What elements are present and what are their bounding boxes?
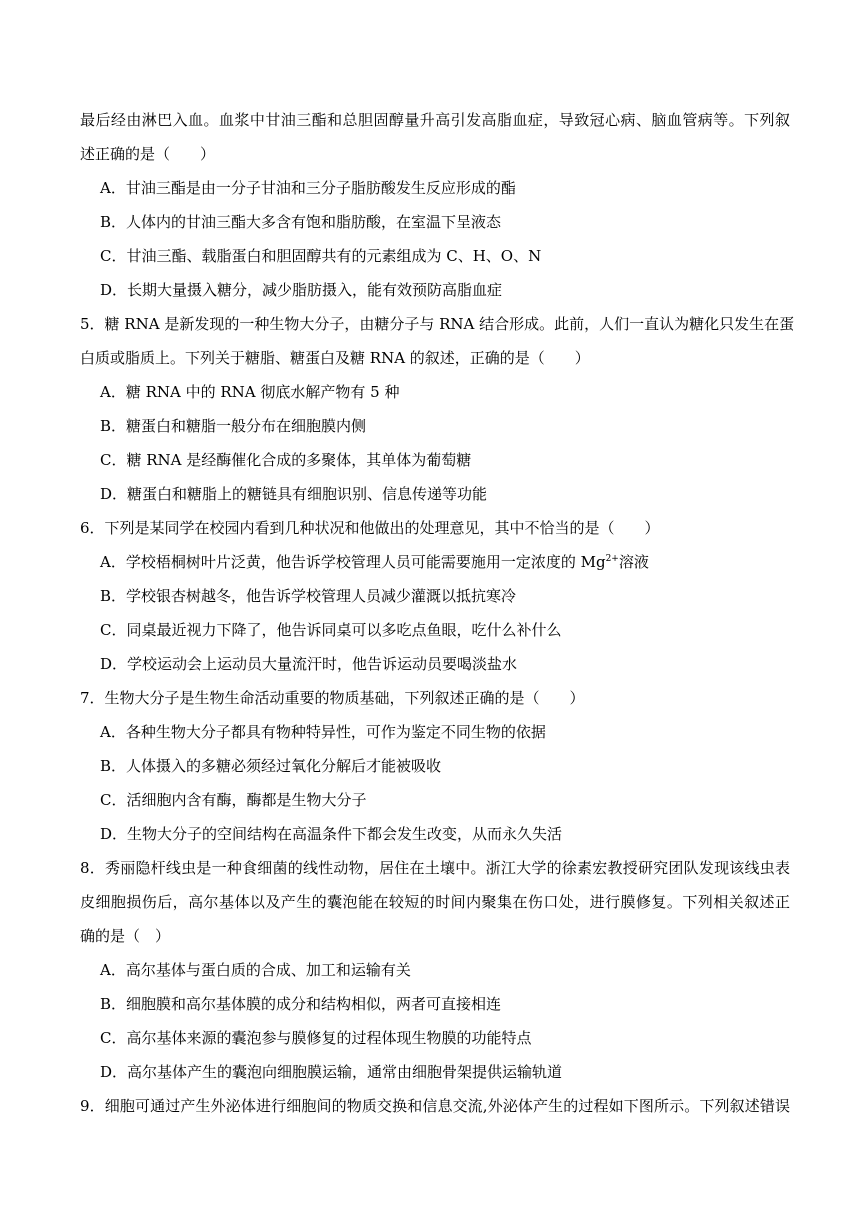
q4-stem-line-1: 最后经由淋巴入血。血浆中甘油三酯和总胆固醇量升高引发高脂血症，导致冠心病、脑血管病等。下列叙 (80, 111, 790, 129)
q8-option-b: B．细胞膜和高尔基体膜的成分和结构相似，两者可直接相连 (100, 995, 502, 1013)
q6-stem-line-1: 6．下列是某同学在校园内看到几种状况和他做出的处理意见，其中不恰当的是（ ） (80, 519, 660, 537)
q8-stem-line-3: 确的是（ ） (80, 927, 171, 945)
q8-option-d: D．高尔基体产生的囊泡向细胞膜运输，通常由细胞骨架提供运输轨道 (100, 1063, 563, 1081)
q4-option-b: B．人体内的甘油三酯大多含有饱和脂肪酸，在室温下呈液态 (100, 213, 502, 231)
q9-stem-line-1: 9．细胞可通过产生外泌体进行细胞间的物质交换和信息交流,外泌体产生的过程如下图所示。下列叙述错误 (80, 1097, 790, 1115)
q5-option-c: C．糖 RNA 是经酶催化合成的多聚体，其单体为葡萄糖 (100, 451, 472, 469)
q5-option-b: B．糖蛋白和糖脂一般分布在细胞膜内侧 (100, 417, 367, 435)
q6-option-c: C．同桌最近视力下降了，他告诉同桌可以多吃点鱼眼，吃什么补什么 (100, 621, 562, 639)
q4-stem-line-2: 述正确的是（ ） (80, 145, 216, 163)
q6-option-b: B．学校银杏树越冬，他告诉学校管理人员减少灌溉以抵抗寒冷 (100, 587, 517, 605)
q4-option-c: C．甘油三酯、载脂蛋白和胆固醇共有的元素组成为 C、H、O、N (100, 247, 542, 265)
q6-option-d: D．学校运动会上运动员大量流汗时，他告诉运动员要喝淡盐水 (100, 655, 518, 673)
q7-option-b: B．人体摄入的多糖必须经过氧化分解后才能被吸收 (100, 757, 442, 775)
q8-stem-line-2: 皮细胞损伤后，高尔基体以及产生的囊泡能在较短的时间内聚集在伤口处，进行膜修复。下列相关叙述正 (80, 893, 790, 911)
q4-option-a: A．甘油三酯是由一分子甘油和三分子脂肪酸发生反应形成的酯 (100, 179, 516, 197)
q8-stem-line-1: 8．秀丽隐杆线虫是一种食细菌的线性动物，居住在土壤中。浙江大学的徐素宏教授研究团队发现该线虫表 (80, 859, 790, 877)
q7-stem-line-1: 7．生物大分子是生物生命活动重要的物质基础，下列叙述正确的是（ ） (80, 689, 585, 707)
q6-option-a-suffix: 溶液 (618, 553, 649, 571)
q6-option-a-text: A．学校梧桐树叶片泛黄，他告诉学校管理人员可能需要施用一定浓度的 Mg (100, 553, 606, 571)
q7-option-d: D．生物大分子的空间结构在高温条件下都会发生改变，从而永久失活 (100, 825, 563, 843)
q5-option-a: A．糖 RNA 中的 RNA 彻底水解产物有 5 种 (100, 383, 400, 401)
q7-option-c: C．活细胞内含有酶，酶都是生物大分子 (100, 791, 367, 809)
q8-option-a: A．高尔基体与蛋白质的合成、加工和运输有关 (100, 961, 411, 979)
q8-option-c: C．高尔基体来源的囊泡参与膜修复的过程体现生物膜的功能特点 (100, 1029, 532, 1047)
q6-option-a-superscript: 2+ (605, 554, 619, 564)
q5-option-d: D．糖蛋白和糖脂上的糖链具有细胞识别、信息传递等功能 (100, 485, 488, 503)
q5-stem-line-2: 白质或脂质上。下列关于糖脂、糖蛋白及糖 RNA 的叙述，正确的是（ ） (80, 349, 590, 367)
q6-option-a (100, 552, 810, 572)
q5-stem-line-1: 5．糖 RNA 是新发现的一种生物大分子，由糖分子与 RNA 结合形成。此前，人们一直认为糖化只发生在蛋 (80, 315, 795, 333)
q7-option-a: A．各种生物大分子都具有物种特异性，可作为鉴定不同生物的依据 (100, 723, 546, 741)
q4-option-d: D．长期大量摄入糖分，减少脂肪摄入，能有效预防高脂血症 (100, 281, 503, 299)
